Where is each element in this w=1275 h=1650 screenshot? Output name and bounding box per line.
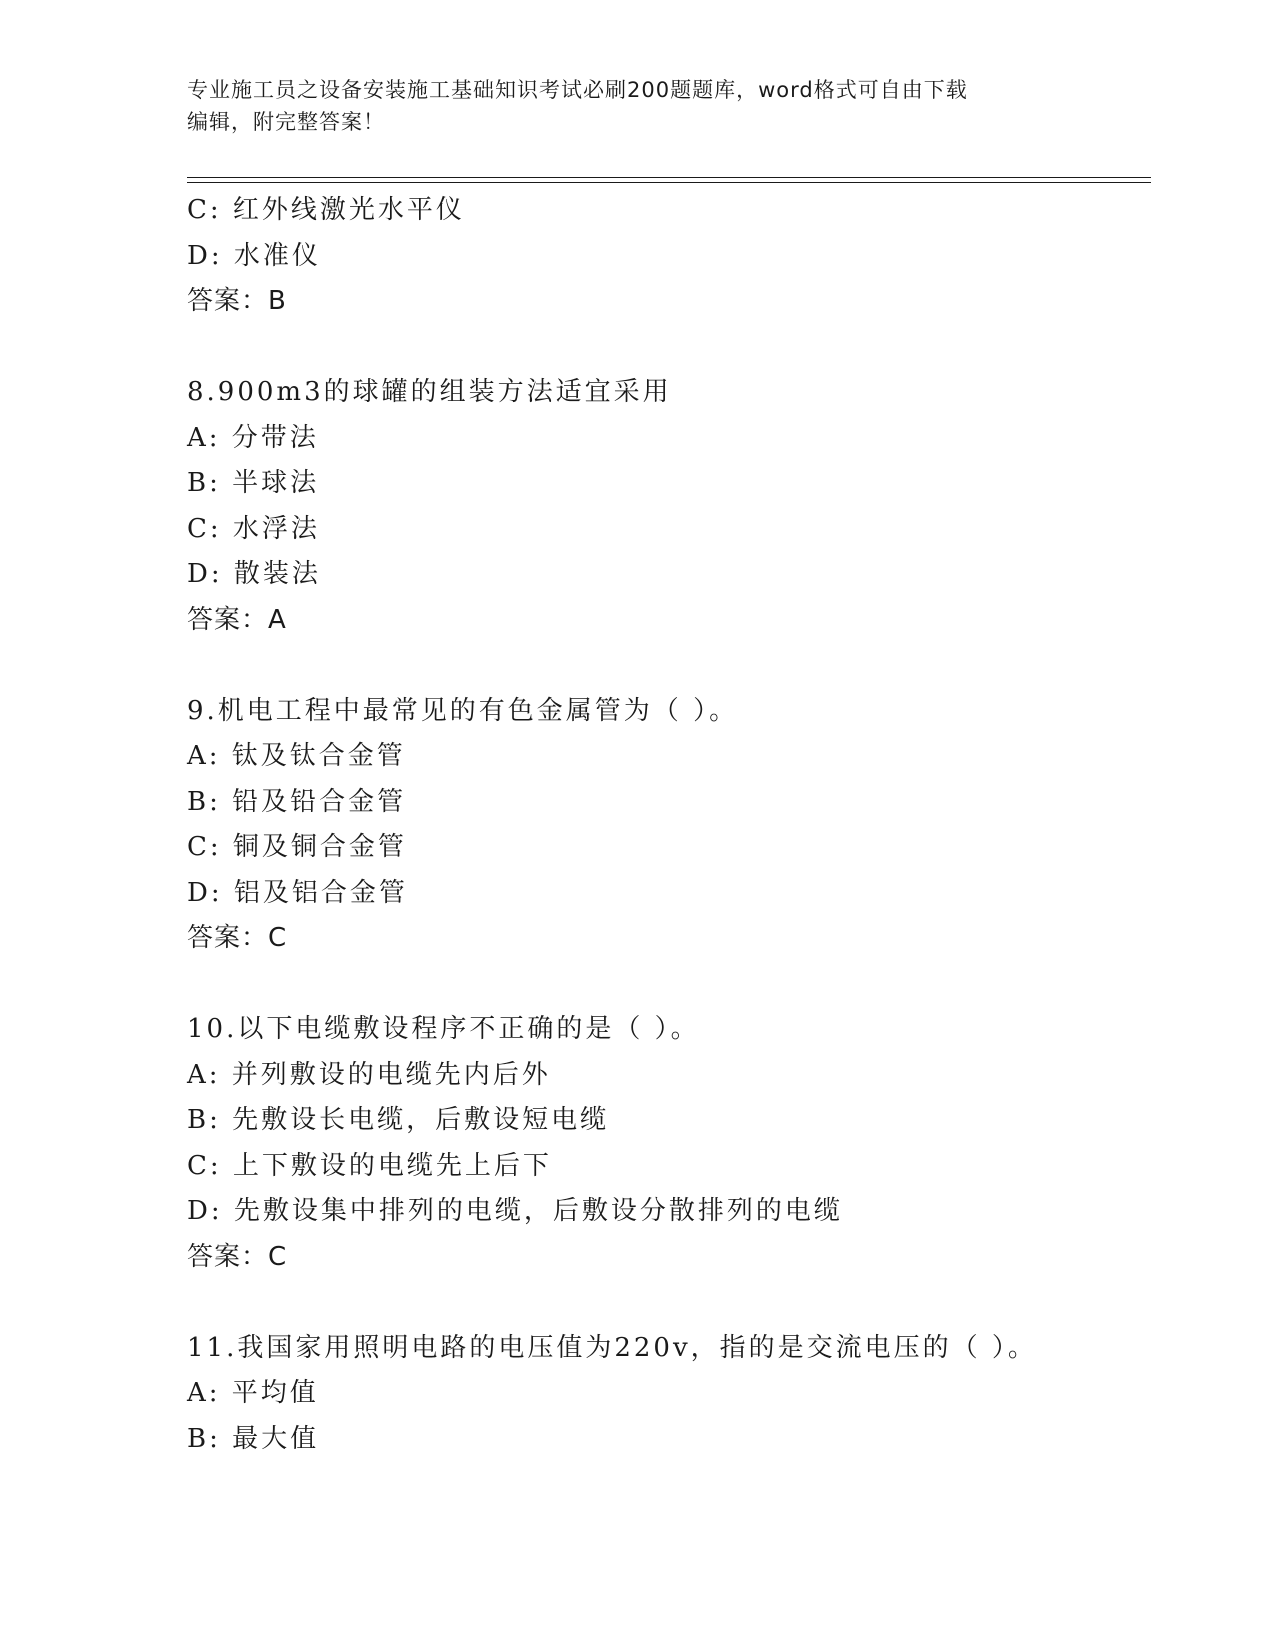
option-c: C: 上下敷设的电缆先上后下 [187,1150,552,1181]
header-line-1: 专业施工员之设备安装施工基础知识考试必刷200题题库，word格式可自由下载 [187,78,968,102]
document-header [187,74,1087,138]
answer-line: 答案：C [187,923,288,953]
option-b: B: 半球法 [187,468,320,498]
option-c: C: 水浮法 [187,513,320,544]
header-divider-top [187,177,1151,178]
spacer [187,1280,1147,1326]
option-d: D: 铝及铝合金管 [187,877,408,908]
option-d: D: 散装法 [187,559,321,589]
option-a: A: 钛及钛合金管 [187,741,406,771]
option-c: C: 红外线激光水平仪 [187,195,465,225]
header-line-2: 编辑，附完整答案！ [187,110,385,134]
question-text: 8.900m3的球罐的组装方法适宜采用 [187,377,672,407]
question-10 [187,1007,1147,1280]
answer-line: 答案：B [187,286,287,316]
option-b: B: 先敷设长电缆，后敷设短电缆 [187,1105,610,1135]
option-b: B: 铅及铅合金管 [187,786,407,817]
question-9 [187,689,1147,962]
option-b: B: 最大值 [187,1423,320,1454]
spacer [187,962,1147,1008]
option-c: C: 铜及铜合金管 [187,832,407,862]
question-8 [187,370,1147,643]
option-a: A: 平均值 [187,1378,319,1408]
spacer [187,643,1147,689]
option-a: A: 分带法 [187,422,319,453]
option-a: A: 并列敷设的电缆先内后外 [187,1059,551,1090]
question-text: 10.以下电缆敷设程序不正确的是（ ）。 [187,1014,700,1044]
question-list [187,188,1147,1462]
question-text: 9.机电工程中最常见的有色金属管为（ ）。 [187,695,739,726]
option-d: D: 水准仪 [187,240,321,271]
question-7-continued [187,188,1147,325]
option-d: D: 先敷设集中排列的电缆，后敷设分散排列的电缆 [187,1196,843,1226]
spacer [187,325,1147,371]
answer-line: 答案：A [187,604,287,635]
header-divider-bottom [187,182,1151,183]
question-11 [187,1326,1147,1463]
question-text: 11.我国家用照明电路的电压值为220v，指的是交流电压的（ ）。 [187,1332,1037,1363]
answer-line: 答案：C [187,1241,288,1272]
